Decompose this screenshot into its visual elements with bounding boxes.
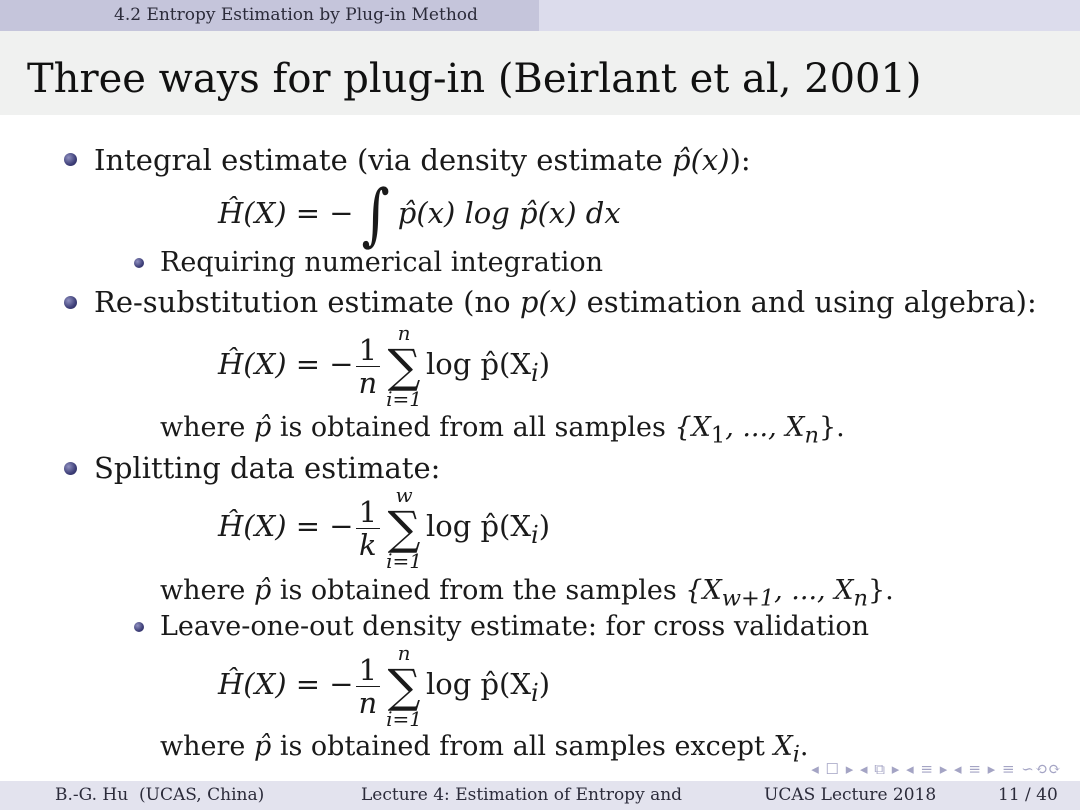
sub-bullet-icon xyxy=(134,258,144,268)
subscript: w+1 xyxy=(721,585,775,612)
eq-body: log p̂(X xyxy=(425,667,531,701)
eq-body: p̂(x) log p̂(x) dx xyxy=(397,196,621,230)
footer-author[interactable] xyxy=(55,781,264,810)
text: }. xyxy=(819,412,845,443)
summation xyxy=(386,484,422,572)
eq-close: ) xyxy=(538,509,551,543)
math-symbol: p̂ xyxy=(253,731,272,762)
numerator: 1 xyxy=(356,654,380,687)
lower-limit: i=1 xyxy=(386,549,422,573)
math-symbol: p̂ xyxy=(253,412,272,443)
text: is obtained from all samples except xyxy=(271,731,774,762)
text: . xyxy=(799,731,809,762)
subscript: 1 xyxy=(710,422,726,449)
subscript: n xyxy=(804,422,819,449)
text: Re-substitution estimate (no xyxy=(94,285,520,319)
eq-body: log p̂(X xyxy=(425,509,531,543)
equation-resubstitution xyxy=(218,322,550,410)
where-resubstitution xyxy=(160,411,845,452)
section-title[interactable]: 4.2 Entropy Estimation by Plug-in Method xyxy=(0,0,539,31)
eq-close: ) xyxy=(538,347,551,381)
sigma-symbol: ∑ xyxy=(387,339,421,393)
bullet-icon xyxy=(64,462,77,475)
sigma-symbol: ∑ xyxy=(387,659,421,713)
subscript: i xyxy=(531,678,539,707)
text: is obtained from the samples xyxy=(271,575,686,606)
math-set: {X xyxy=(685,575,722,606)
eq-lhs: Ĥ(X) = − xyxy=(218,196,354,230)
bullet-icon xyxy=(64,153,77,166)
equation-leave-one-out xyxy=(218,642,550,730)
author-name: B.-G. Hu xyxy=(55,785,129,805)
text: Integral estimate (via density estimate xyxy=(94,143,673,177)
math-symbol: p(x) xyxy=(519,285,578,319)
sub-bullet-leave-one-out: Leave-one-out density estimate: for cross validation xyxy=(160,611,869,642)
subscript: i xyxy=(792,741,800,768)
page-number: 11 / 40 xyxy=(998,785,1058,805)
text: }. xyxy=(867,575,894,606)
numerator: 1 xyxy=(356,334,380,367)
denominator: n xyxy=(358,365,378,400)
text: where xyxy=(160,731,254,762)
bullet-splitting: Splitting data estimate: xyxy=(94,451,441,485)
upper-limit: n xyxy=(397,641,411,665)
subscript: i xyxy=(531,520,539,549)
eq-close: ) xyxy=(538,667,551,701)
sub-bullet-icon xyxy=(134,622,144,632)
sub-bullet-numerical: Requiring numerical integration xyxy=(160,247,604,278)
where-leave-one-out xyxy=(160,730,809,771)
equation-integral xyxy=(218,175,621,254)
math-set: {X xyxy=(674,412,711,443)
fraction xyxy=(356,334,380,399)
denominator: n xyxy=(358,685,378,720)
fraction xyxy=(356,654,380,719)
integral-sign: ∫ xyxy=(361,175,390,254)
bullet-resubstitution xyxy=(94,285,1037,319)
math-set: , ..., X xyxy=(725,412,805,443)
math-symbol: p̂(x) xyxy=(672,143,730,177)
upper-limit: n xyxy=(397,321,411,345)
numerator: 1 xyxy=(356,496,380,529)
text: where xyxy=(160,575,254,606)
footer-lecture-title[interactable]: Lecture 4: Estimation of Entropy and xyxy=(361,785,683,805)
subscript: i xyxy=(531,358,539,387)
text: estimation and using algebra): xyxy=(577,285,1037,319)
lower-limit: i=1 xyxy=(386,387,422,411)
summation xyxy=(386,322,422,410)
equation-splitting xyxy=(218,484,550,572)
fraction xyxy=(356,496,380,561)
math-symbol: p̂ xyxy=(253,575,272,606)
eq-body: log p̂(X xyxy=(425,347,531,381)
denominator: k xyxy=(359,527,377,562)
math-set: , ..., X xyxy=(774,575,854,606)
footer-venue[interactable]: UCAS Lecture 2018 xyxy=(764,785,937,805)
slide-title: Three ways for plug-in (Beirlant et al, 2001) xyxy=(27,56,922,102)
summation xyxy=(386,642,422,730)
text: where xyxy=(160,412,254,443)
beamer-nav-icons[interactable]: ◂ ☐ ▸ ◂ ⧉ ▸ ◂ ≡ ▸ ◂ ≡ ▸ ≡ ∽⟲⟳ xyxy=(811,760,1062,778)
eq-lhs: Ĥ(X) = − xyxy=(218,509,354,543)
lower-limit: i=1 xyxy=(386,707,422,731)
text: ): xyxy=(729,143,751,177)
bullet-integral xyxy=(94,143,751,177)
eq-lhs: Ĥ(X) = − xyxy=(218,667,354,701)
author-affiliation: (UCAS, China) xyxy=(139,785,265,805)
upper-limit: w xyxy=(395,483,413,507)
math-var: X xyxy=(773,731,793,762)
sigma-symbol: ∑ xyxy=(387,501,421,555)
bullet-icon xyxy=(64,296,77,309)
eq-lhs: Ĥ(X) = − xyxy=(218,347,354,381)
subscript: n xyxy=(853,585,868,612)
text: is obtained from all samples xyxy=(271,412,675,443)
